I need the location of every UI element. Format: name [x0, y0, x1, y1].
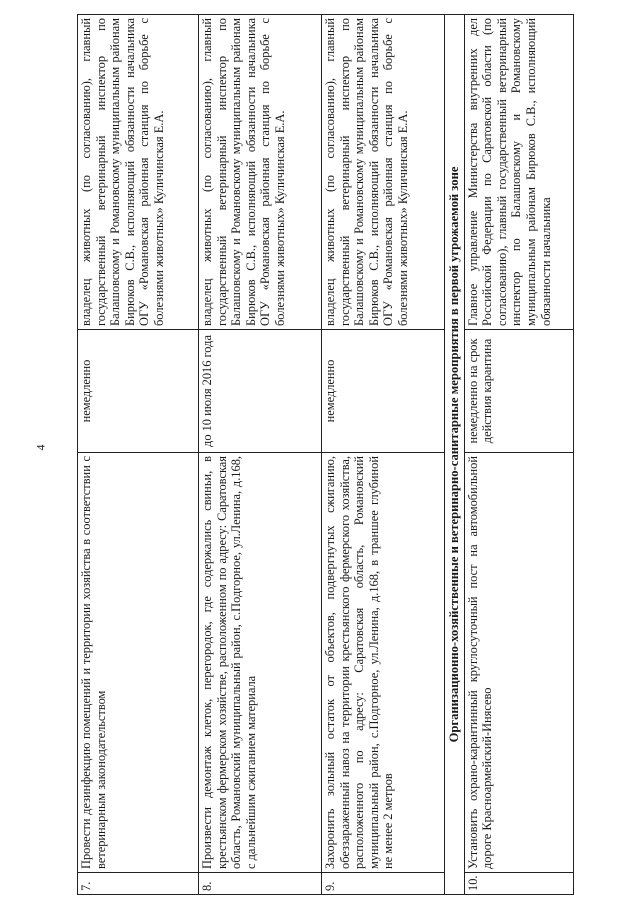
rotated-page	[77, 15, 587, 895]
measure-cell: Установить охрано-карантинный круглосуточный пост на автомобильной дороге Красноармейский-Инясево	[464, 453, 573, 873]
term-cell: немедленно	[78, 330, 199, 453]
row-number: 10.	[464, 873, 573, 895]
measure-cell: Захоронить зольный остаток от объектов, подвергнутых сжиганию, обеззараженный навоз на территории крестьянского фермерского хозяйства, расположенного по адресу: Саратовская область, Романовский муниципальный район, с.Подгорное, ул.Ленина, д.168, в траншее глубиной не менее 2 метров	[322, 453, 445, 873]
responsible-cell: владелец животных (по согласованию), главный государственный ветеринарный инспектор по Балашовскому и Романовскому муниципальным районам Бирюков С.В., исполняющий обязанности начальника ОГУ «Романовская районная станция по борьбе с болезнями животных» Куличинская Е.А.	[322, 15, 445, 330]
page-number: 4	[33, 444, 48, 451]
section-heading: Организационно-хозяйственные и ветеринарно-санитарные мероприятия в первой угрожаемой зоне	[445, 15, 465, 895]
table-row	[322, 15, 445, 895]
term-cell: немедленно	[322, 330, 445, 453]
table-row	[199, 15, 322, 895]
table-row	[78, 15, 199, 895]
table-row	[464, 15, 573, 895]
responsible-cell: Главное управление Министерства внутренних дел Российской Федерации по Саратовской области (по согласованию), главный государственный ветеринарный инспектор по Балашовскому и Романовскому муниципальным районам Бирюков С.В., исполняющий обязанности начальника	[464, 15, 573, 330]
measures-table	[77, 14, 574, 895]
responsible-cell: владелец животных (по согласованию), главный государственный ветеринарный инспектор по Балашовскому и Романовскому муниципальным районам Бирюков С.В., исполняющий обязанности начальника ОГУ «Романовская районная станция по борьбе с болезнями животных» Куличинская Е.А.	[199, 15, 322, 330]
measure-cell: Провести дезинфекцию помещений и территории хозяйства в соответствии с ветеринарным законодательством	[78, 453, 199, 873]
row-number: 9.	[322, 873, 445, 895]
measure-cell: Произвести демонтаж клеток, перегородок, где содержались свиньи, в крестьянском фермерском хозяйстве, расположенном по адресу: Саратовская область, Романовский муниципальный район, с.Подгорное, ул.Ленина, д.168, с дальнейшим сжиганием материала	[199, 453, 322, 873]
section-row	[445, 15, 465, 895]
term-cell: немедленно на срок действия карантина	[464, 330, 573, 453]
term-cell: до 10 июля 2016 года	[199, 330, 322, 453]
responsible-cell: владелец животных (по согласованию), главный государственный ветеринарный инспектор по Балашовскому и Романовскому муниципальным районам Бирюков С.В., исполняющий обязанности начальника ОГУ «Романовская районная станция по борьбе с болезнями животных» Куличинская Е.А.	[78, 15, 199, 330]
row-number: 7.	[78, 873, 199, 895]
row-number: 8.	[199, 873, 322, 895]
